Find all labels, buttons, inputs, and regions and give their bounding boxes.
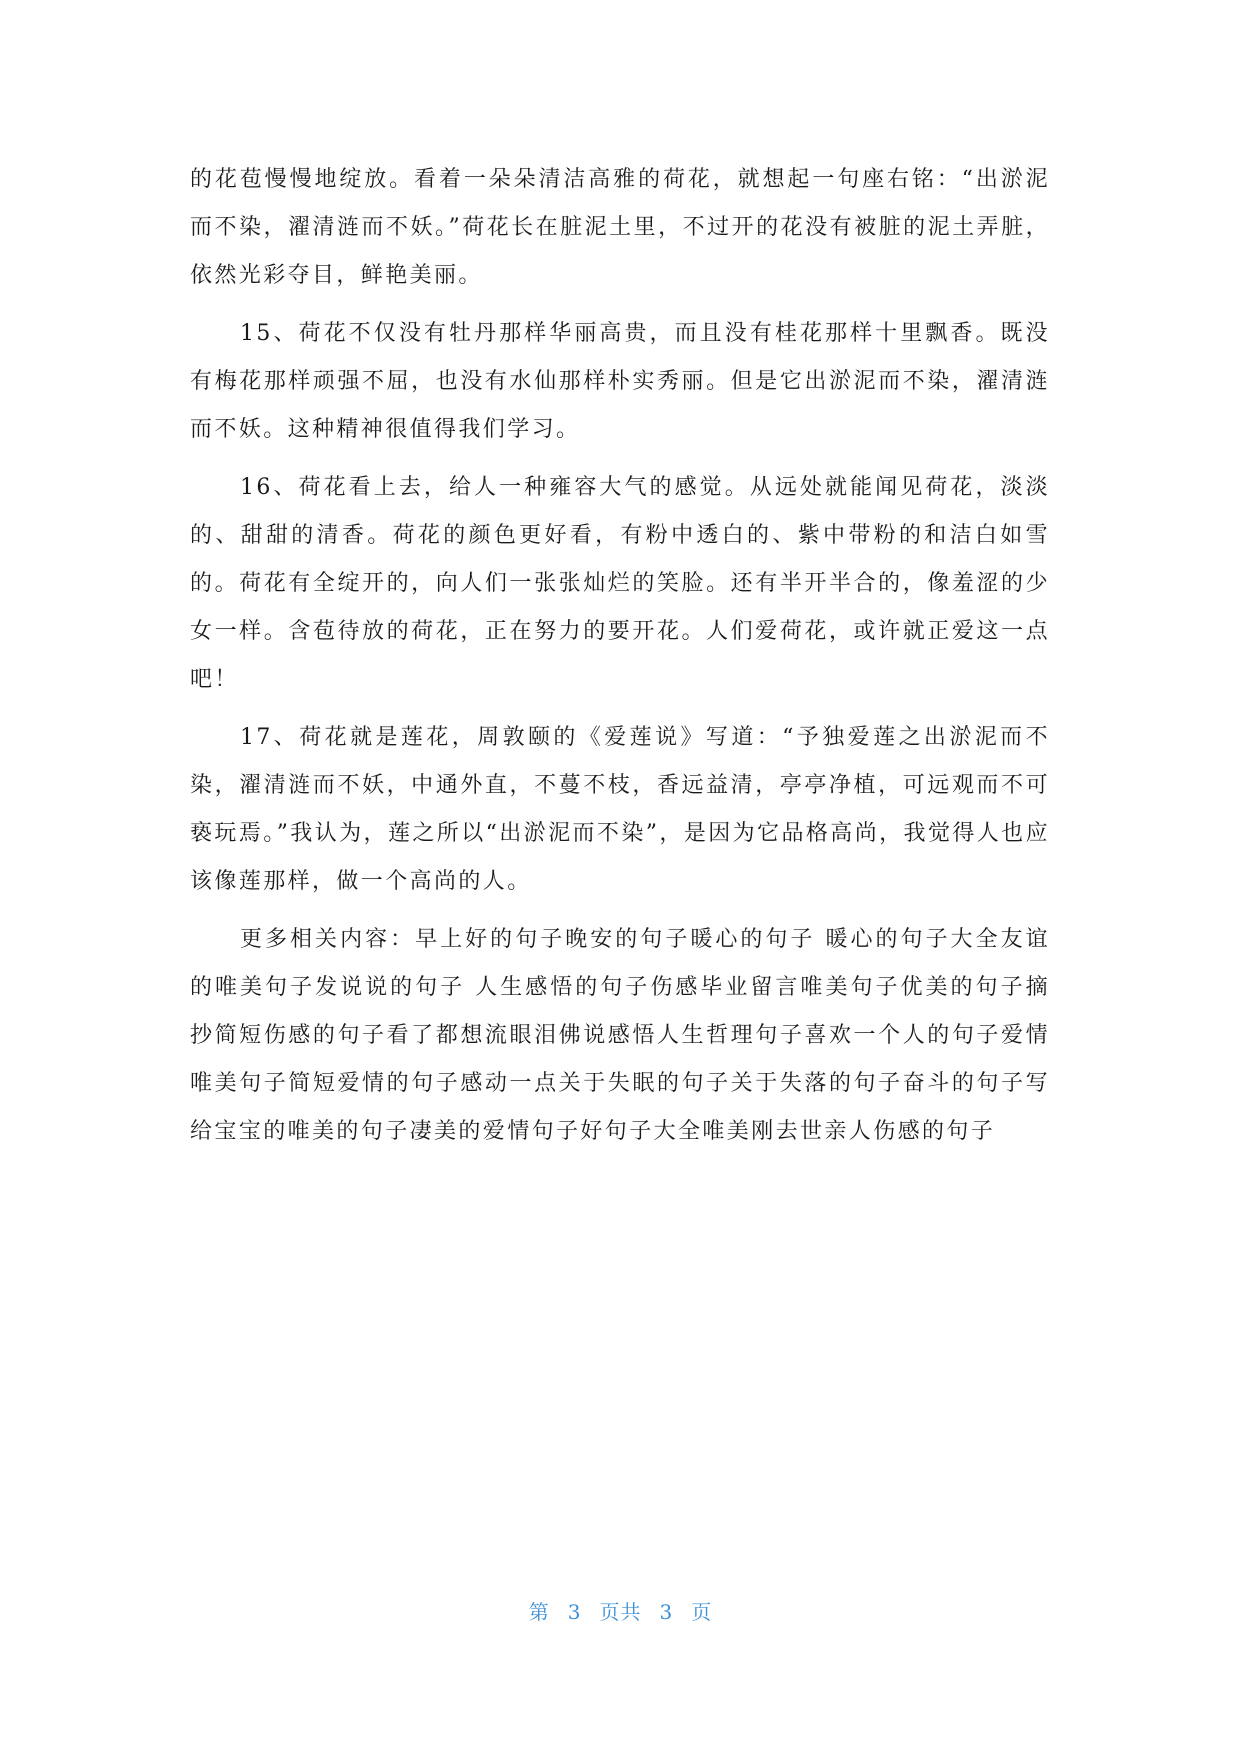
related-content-paragraph: 更多相关内容：早上好的句子晚安的句子暖心的句子 暖心的句子大全友谊的唯美句子发说说的句子 人生感悟的句子伤感毕业留言唯美句子优美的句子摘抄简短伤感的句子看了都想流眼泪佛说感悟人生哲理句子喜欢一个人的句子爱情唯美句子简短爱情的句子感动一点关于失眠的句子关于失落的句子奋斗的句子写给宝宝的唯美的句子凄美的爱情句子好句子大全唯美刚去世亲人伤感的句子 [190, 927, 1050, 1144]
paragraph-16: 16、荷花看上去，给人一种雍容大气的感觉。从远处就能闻见荷花，淡淡的、甜甜的清香。荷花的颜色更好看，有粉中透白的、紫中带粉的和洁白如雪的。荷花有全绽开的，向人们一张张灿烂的笑脸。还有半开半合的，像羞涩的少女一样。含苞待放的荷花，正在努力的要开花。人们爱荷花，或许就正爱这一点吧！ [190, 475, 1050, 692]
footer-middle: 页共 [599, 1600, 642, 1624]
footer-current-page: 3 [567, 1600, 582, 1624]
page-footer [0, 1596, 1241, 1625]
footer-prefix: 第 [528, 1600, 550, 1624]
footer-total-pages: 3 [659, 1600, 674, 1624]
document-body [190, 150, 1050, 1166]
footer-suffix: 页 [691, 1600, 713, 1624]
paragraph-15: 15、荷花不仅没有牡丹那样华丽高贵，而且没有桂花那样十里飘香。既没有梅花那样顽强不屈，也没有水仙那样朴实秀丽。但是它出淤泥而不染，濯清涟而不妖。这种精神很值得我们学习。 [190, 321, 1050, 442]
paragraph-17: 17、荷花就是莲花，周敦颐的《爱莲说》写道：“予独爱莲之出淤泥而不染，濯清涟而不妖，中通外直，不蔓不枝，香远益清，亭亭净植，可远观而不可亵玩焉。”我认为，莲之所以“出淤泥而不染”，是因为它品格高尚，我觉得人也应该像莲那样，做一个高尚的人。 [190, 725, 1050, 894]
paragraph-continuation: 的花苞慢慢地绽放。看着一朵朵清洁高雅的荷花，就想起一句座右铭：“出淤泥而不染，濯清涟而不妖。”荷花长在脏泥土里，不过开的花没有被脏的泥土弄脏，依然光彩夺目，鲜艳美丽。 [190, 167, 1050, 288]
